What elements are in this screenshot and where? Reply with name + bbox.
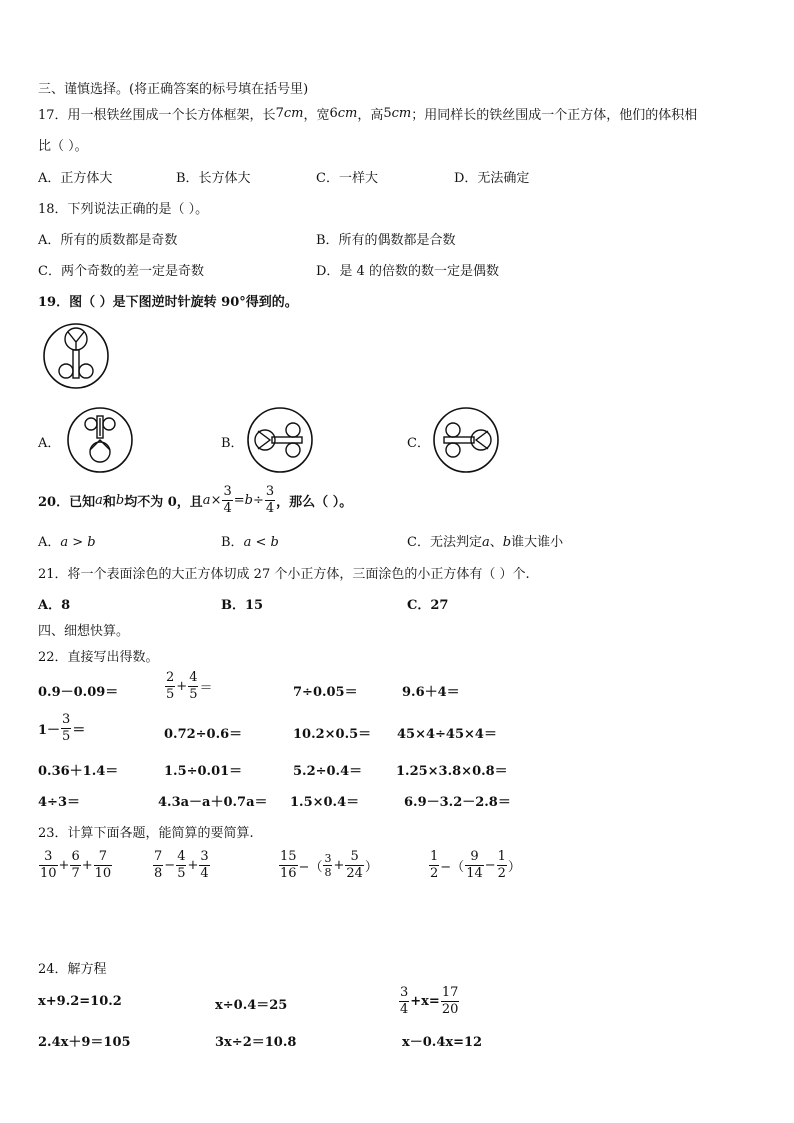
q22-r4-c3: 1.5×0.4＝: [290, 795, 360, 810]
q22-r3-c3: 5.2÷0.4＝: [293, 764, 363, 779]
q20-var-b: b: [115, 493, 125, 508]
q19-option-b-label[interactable]: B．: [221, 436, 244, 451]
q17-option-b[interactable]: B．长方体大: [176, 171, 251, 186]
q17-text-3: ，高: [357, 108, 384, 123]
q18-text: 下列说法正确的是（ ）。: [67, 202, 209, 217]
q22-title: 22．直接写出得数。: [38, 650, 159, 665]
q22-r4-c1: 4÷3＝: [38, 795, 80, 810]
q23-expr-3: $\frac{15}{16}$ −（ $\frac{3}{8}$ + $\frac{5}{24}$ ）: [280, 849, 378, 881]
q20-option-a[interactable]: A．a > b: [38, 535, 96, 550]
q21-option-c[interactable]: C．27: [407, 598, 449, 613]
section-4-title: 四、细想快算。: [38, 624, 130, 639]
q17-option-d[interactable]: D．无法确定: [454, 171, 530, 186]
q19-option-b-figure[interactable]: [246, 406, 314, 474]
q21-number: 21．: [38, 567, 68, 582]
q22-r1-c1: 0.9－0.09＝: [38, 685, 119, 700]
q20-text-1: 已知: [69, 495, 96, 510]
q21-stem: [38, 563, 530, 582]
q22-r4-c4: 6.9－3.2－2.8＝: [404, 795, 511, 810]
q21-option-b[interactable]: B．15: [221, 598, 264, 613]
q17-length-value: 7: [275, 106, 284, 121]
q20-var-a: a: [95, 493, 103, 508]
q17-text-1: 用一根铁丝围成一个长方体框架，长: [67, 108, 276, 123]
q23-expr-1: $\frac{3}{10}$ + $\frac{6}{7}$ + $\frac{7}{10}$: [40, 849, 112, 881]
q20-div-sign: ÷: [252, 493, 264, 508]
q23-expr-4: $\frac{1}{2}$ −（ $\frac{9}{14}$ − $\frac{1}{2}$ ）: [430, 849, 521, 881]
q24-r2-c3: x－0.4x=12: [402, 1035, 483, 1050]
q19-text: 图（ ）是下图逆时针旋转 90°得到的。: [69, 295, 298, 310]
q17-option-c[interactable]: C．一样大: [316, 171, 378, 186]
q24-r1-c1: x+9.2=10.2: [38, 994, 122, 1009]
q21-text: 将一个表面涂色的大正方体切成 27 个小正方体，三面涂色的小正方体有（ ）个.: [67, 567, 530, 582]
q20-fraction-2: $\frac{3}{4}$: [265, 484, 275, 516]
q17-option-a[interactable]: A．正方体大: [38, 171, 113, 186]
q22-r3-c1: 0.36＋1.4＝: [38, 764, 119, 779]
q19-option-a-label[interactable]: A．: [38, 436, 61, 451]
q19-original-figure: [42, 322, 110, 390]
q20-option-b[interactable]: B．a < b: [221, 535, 279, 550]
q19-number: 19．: [38, 295, 70, 310]
q23-expr-2: $\frac{7}{8}$ − $\frac{4}{5}$ + $\frac{3}{4}$: [154, 849, 209, 881]
q24-r1-c2: x÷0.4＝25: [215, 998, 288, 1013]
q20-times-sign: ×: [210, 493, 222, 508]
q24-title: 24．解方程: [38, 962, 107, 977]
q22-r2-c2: 0.72÷0.6＝: [164, 727, 243, 742]
q18-option-c[interactable]: C．两个奇数的差一定是奇数: [38, 264, 204, 279]
q22-r3-c4: 1.25×3.8×0.8＝: [396, 764, 508, 779]
q17-line2: 比（ ）。: [38, 139, 88, 154]
q18-option-a[interactable]: A．所有的质数都是奇数: [38, 233, 178, 248]
q22-r2-c4: 45×4÷45×4＝: [397, 727, 497, 742]
q19-option-c-figure[interactable]: [432, 406, 500, 474]
q18-number: 18．: [38, 202, 68, 217]
q22-r2-c3: 10.2×0.5＝: [293, 727, 372, 742]
q22-r1-c3: 7÷0.05＝: [293, 685, 358, 700]
q19-stem: [38, 291, 298, 310]
q17-height-value: 5: [383, 106, 392, 121]
q22-r3-c2: 1.5÷0.01＝: [164, 764, 243, 779]
q21-option-a[interactable]: A．8: [38, 598, 71, 613]
q22-r1-c2: $\frac{2}{5}$ + $\frac{4}{5}$ ＝: [166, 670, 213, 702]
q17-text-4: ；用同样长的铁丝围成一个正方体，他们的体积相: [411, 108, 698, 123]
q18-option-d[interactable]: D．是 4 的倍数的数一定是偶数: [316, 264, 499, 279]
q20-eq-a: a: [202, 493, 211, 508]
q22-r4-c2: 4.3a－a＋0.7a＝: [158, 795, 268, 810]
q20-eq-b: b: [244, 493, 253, 508]
q20-stem: [38, 484, 352, 517]
q20-fraction-1: $\frac{3}{4}$: [223, 484, 232, 516]
q17-text-2: ，宽: [303, 108, 330, 123]
q19-option-a-figure[interactable]: [66, 406, 134, 474]
q24-r2-c2: 3x÷2＝10.8: [215, 1035, 297, 1050]
q17-number: 17．: [38, 108, 68, 123]
q24-r2-c1: 2.4x＋9＝105: [38, 1035, 131, 1050]
q18-stem: [38, 198, 208, 217]
q18-option-b[interactable]: B．所有的偶数都是合数: [316, 233, 456, 248]
q22-r2-c1: 1－ $\frac{3}{5}$ ＝: [38, 712, 86, 744]
q20-number: 20．: [38, 495, 70, 510]
q17-length-unit: cm: [283, 106, 304, 121]
section-3-title: 三、谨慎选择。(将正确答案的标号填在括号里): [38, 82, 309, 97]
q17-width-unit: cm: [337, 106, 358, 121]
q24-r1-c3: $\frac{3}{4}$ +x= $\frac{17}{20}$: [400, 985, 459, 1017]
q22-r1-c4: 9.6＋4＝: [402, 685, 460, 700]
q17-height-unit: cm: [391, 106, 412, 121]
q20-option-c[interactable]: C．无法判定a、b谁大谁小: [407, 535, 564, 550]
q17-width-value: 6: [329, 106, 338, 121]
q20-text-3: 均不为 0，且: [124, 495, 203, 510]
q19-option-c-label[interactable]: C．: [407, 436, 430, 451]
q20-text-2: 和: [102, 495, 116, 510]
q20-equals-sign: =: [233, 493, 245, 508]
q20-text-4: ，那么（ ）。: [276, 495, 353, 510]
q23-title: 23．计算下面各题，能简算的要简算.: [38, 826, 254, 841]
q17-line1: [38, 104, 697, 123]
